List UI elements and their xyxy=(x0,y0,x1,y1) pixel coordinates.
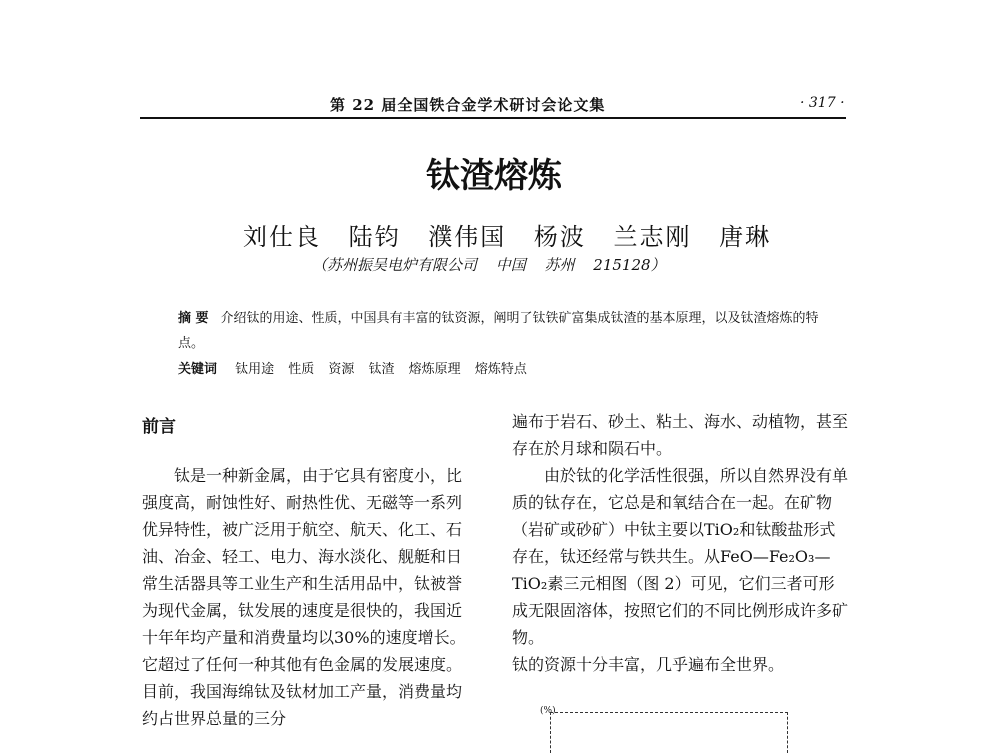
abstract-text: 介绍钛的用途、性质，中国具有丰富的钛资源，阐明了钛铁矿富集成钛渣的基本原理，以及钛渣熔炼的特点。 xyxy=(178,311,819,351)
section-heading-preface: 前言 xyxy=(142,417,176,437)
abstract-label: 摘 要 xyxy=(178,311,209,326)
right-column xyxy=(512,408,848,678)
figure-frame xyxy=(550,712,788,753)
keywords-label: 关键词 xyxy=(178,362,218,377)
keywords-text: 钛用途 性质 资源 钛渣 熔炼原理 熔炼特点 xyxy=(235,362,527,377)
body-paragraph: 钛是一种新金属，由于它具有密度小，比强度高，耐蚀性好、耐热性优、无磁等一系列优异特性，被广泛用于航空、航天、化工、石油、冶金、轻工、电力、海水淡化、舰艇和日常生活器具等工业生产和生活用品中，钛被誉为现代金属，钛发展的速度是很快的，我国近十年年均产量和消费量均以30%的速度增长。它超过了任何一种其他有色金属的发展速度。目前，我国海绵钛及钛材加工产量，消费量均约占世界总量的三分 xyxy=(142,466,466,728)
header-divider xyxy=(140,117,846,119)
page-number: · 317 · xyxy=(800,95,845,111)
left-column xyxy=(142,462,477,732)
paper-title: 钛渣熔炼 xyxy=(426,156,562,196)
abstract xyxy=(178,306,828,356)
body-paragraph: 由於钛的化学活性很强，所以自然界没有单质的钛存在，它总是和氧结合在一起。在矿物（岩矿或砂矿）中钛主要以TiO₂和钛酸盐形式存在，钛还经常与铁共生。从FeO—Fe₂O₃—TiO₂素三元相图（图 2）可见，它们三者可形成无限固溶体，按照它们的不同比例形成许多矿物。 xyxy=(512,466,849,647)
body-paragraph-continued: 遍布于岩石、砂土、粘土、海水、动植物，甚至存在於月球和陨石中。 xyxy=(512,412,849,458)
affiliation: （苏州振吴电炉有限公司 中国 苏州 215128） xyxy=(312,256,666,274)
author-list: 刘仕良 陆钧 濮伟国 杨波 兰志刚 唐琳 xyxy=(243,223,772,251)
keywords xyxy=(178,358,527,377)
figure-axis-label: (%) xyxy=(540,706,556,716)
running-header-title: 第 22 届全国铁合金学术研讨会论文集 xyxy=(330,96,606,114)
body-paragraph: 钛的资源十分丰富，几乎遍布全世界。 xyxy=(512,655,785,674)
